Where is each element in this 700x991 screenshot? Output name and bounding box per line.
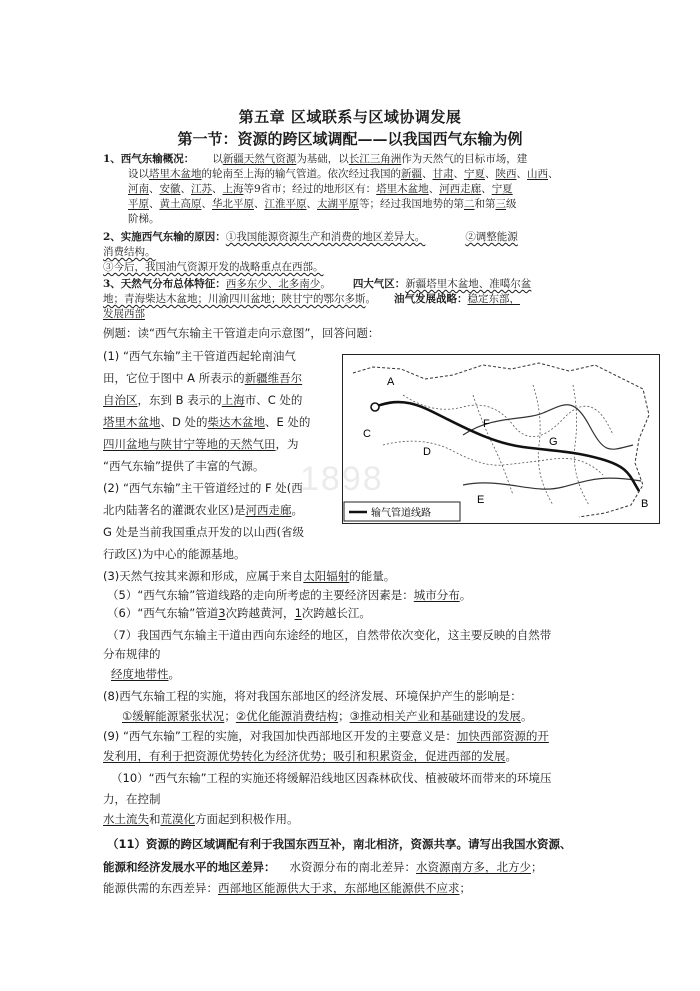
item1-line2: 设以塔里木盆地的轮南至上海的输气管道。依次经过我国的新疆、甘肃、宁夏、陕西、山西、 [128, 168, 559, 180]
item2-line2: 消费结构。 [103, 246, 156, 258]
map-label-f: F [483, 418, 490, 430]
map-label-c: C [363, 428, 371, 440]
map-label-b: B [641, 498, 649, 510]
q1-line6: “西气东输”提供了丰富的气源。 [103, 459, 265, 473]
item2-line3: ③今后，我国油气资源开发的战略重点在西部。 [103, 261, 324, 273]
q2-line1: (2) “西气东输”主干管道经过的 F 处(西 [103, 481, 303, 495]
q7-line2: 分布规律的 [103, 647, 161, 661]
q11-line3: 能源供需的东西差异：西部地区能源供大于求，东部地区能源供不应求； [103, 881, 471, 895]
q9-line2: 发利用，有利于把资源优势转化为经济优势；吸引和积累资金，促进西部的发展。 [103, 749, 517, 763]
item2-line1: 2、实施西气东输的原因：①我国能源资源生产和消费的地区差异大。 ②调整能源 [103, 231, 518, 243]
q11-line1: （11）资源的跨区域调配有利于我国东西互补，南北相济，资源共享。请写出我国水资源、 [107, 837, 572, 851]
q1-line5: 四川盆地与陕甘宁等地的天然气田，为 [103, 437, 299, 451]
q10-line2: 力，在控制 [103, 792, 161, 806]
map-drawing [343, 355, 659, 523]
q2-line4: 行政区)为中心的能源基地。 [103, 547, 246, 561]
section-title: 第一节：资源的跨区域调配——以我国西气东输为例 [177, 130, 523, 148]
border-line [353, 363, 649, 517]
item3-line1: 3、天然气分布总体特征：西多东少、北多南少。 四大气区：新疆塔里木盆地、准噶尔盆 [103, 278, 532, 290]
q1-line3: 自治区，东到 B 表示的上海市、C 处的 [103, 393, 303, 407]
q6-line: （6）“西气东输”管道3次跨越黄河，1次跨越长江。 [107, 606, 371, 620]
q9-line1: (9) “西气东输”工程的实施，对我国加快西部地区开发的主要意义是：加快西部资源的开 [103, 729, 549, 743]
q11-line2: 能源和经济发展水平的地区差异： 水资源分布的南北差异：水资源南方多，北方少； [103, 860, 543, 874]
item1-line4: 平原、黄土高原、华北平原、江淮平原、太湖平原等；经过我国地势的第二和第三级 [128, 198, 517, 210]
q1-line4: 塔里木盆地、D 处的柴达木盆地、E 处的 [103, 415, 311, 429]
map-label-e: E [477, 494, 485, 506]
province-lines-2 [383, 441, 603, 475]
item3-line3: 发展西部 [103, 308, 145, 320]
lunnan-start [371, 403, 379, 411]
item1-line1: 1、西气东输概况： 以新疆天然气资源为基础，以长江三角洲作为天然气的目标市场，建 [103, 153, 528, 165]
watermark: 1898 [300, 460, 384, 498]
item1-line3: 河南、安徽、江苏、上海等9省市；经过的地形区有：塔里木盆地、河西走廊、宁夏 [128, 183, 513, 195]
map-label-d: D [423, 446, 431, 458]
q10-line3: 水土流失和荒漠化方面起到积极作用。 [103, 812, 299, 826]
map-label-a: A [387, 376, 395, 388]
q1-line1: (1) “西气东输”主干管道西起轮南油气 [103, 349, 296, 363]
q8-line1: (8)西气东输工程的实施，将对我国东部地区的经济发展、环境保护产生的影响是： [103, 689, 522, 703]
q5-line: （5）“西气东输”管道线路的走向所考虑的主要经济因素是：城市分布。 [107, 588, 472, 602]
item3-line2: 地；青海柴达木盆地；川渝四川盆地；陕甘宁的鄂尔多斯。 油气发展战略：稳定东部， [103, 293, 520, 305]
q8-line2: ①缓解能源紧张状况；②优化能源消费结构；③推动相关产业和基础建设的发展。 [122, 709, 533, 723]
legend-label: 输气管道线路 [371, 508, 431, 519]
map-label-g: G [549, 436, 558, 448]
province-lines-5 [573, 385, 589, 505]
q2-line3: G 处是当前我国重点开发的以山西(省级 [103, 525, 305, 539]
q2-line2: 北内陆著名的灌溉农业区)是河西走廊。 [103, 503, 303, 517]
item1-line5: 阶梯。 [128, 213, 160, 225]
q1-line2: 田，它位于图中 A 所表示的新疆维吾尔 [103, 371, 303, 385]
q10-line1: （10）“西气东输”工程的实施还将缓解沿线地区因森林砍伐、植被破坏而带来的环境压 [111, 771, 552, 785]
example-prompt: 例题：读“西气东输主干管道走向示意图”，回答问题： [103, 326, 380, 340]
chapter-title: 第五章 区域联系与区域协调发展 [238, 108, 462, 126]
q7-line1: （7）我国西气东输主干道由西向东途经的地区，自然带依次变化，这主要反映的自然带 [107, 628, 552, 642]
pipeline-map [342, 354, 660, 524]
yangtze-river [463, 478, 641, 489]
q3-line: (3)天然气按其来源和形成，应属于来自太阳辐射的能量。 [103, 569, 396, 583]
q7-line3: 经度地带性。 [111, 667, 180, 681]
province-lines-1 [403, 395, 613, 437]
